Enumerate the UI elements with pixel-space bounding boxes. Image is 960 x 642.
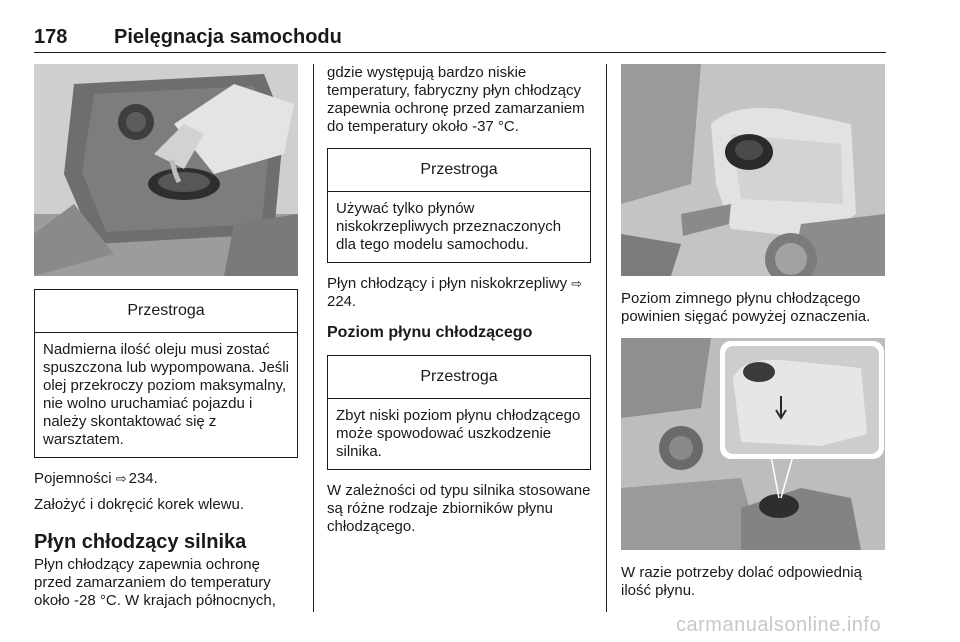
capacity-label: Pojemności <box>34 470 112 487</box>
warning-box-antifreeze <box>327 148 591 263</box>
top-up-text: W razie potrzeby dolać odpowiednią ilość płynu. <box>621 564 862 599</box>
engine-oil-fill-photo <box>34 64 298 276</box>
page-header <box>34 26 886 52</box>
warning-box-low-coolant <box>327 355 591 470</box>
column-divider-1 <box>313 64 314 612</box>
coolant-intro: Płyn chłodzący zapewnia ochronę przed zamarzaniem do temperatury około -28 °C. W krajach północnych, <box>34 556 276 609</box>
capacity-reference <box>34 470 298 488</box>
coolant-level-heading: Poziom płynu chłodzącego <box>327 324 533 341</box>
fluids-ref-label: Płyn chłodzący i płyn niskokrzepliwy <box>327 275 568 292</box>
capacity-page-link[interactable]: 234. <box>128 470 158 487</box>
page-title: Pielęgnacja samochodu <box>114 26 342 48</box>
warning-title: Przestroga <box>328 149 590 192</box>
coolant-reservoir-photo-1 <box>621 64 885 276</box>
column-divider-2 <box>606 64 607 612</box>
fluids-page-link[interactable]: 224. <box>327 293 357 310</box>
warning-body: Używać tylko płynów niskokrzepliwych przeznaczonych dla tego modelu samochodu. <box>336 200 562 253</box>
page-reference-icon: ⇨ <box>115 471 127 486</box>
column-1 <box>34 64 298 610</box>
coolant-reservoir-photo-2 <box>621 338 885 550</box>
warning-title: Przestroga <box>328 356 590 399</box>
page-number: 178 <box>34 26 68 48</box>
close-cap-text: Założyć i dokręcić korek wlewu. <box>34 496 245 513</box>
header-rule <box>34 52 886 53</box>
warning-body: Nadmierna ilość oleju musi zostać spuszczona lub wypompowana. Jeśli olej przekroczy poziom maksymalny, nie wolno uruchamiać pojazdu i należy skontaktować się z warsztatem. <box>43 341 289 448</box>
fluids-reference <box>327 275 591 311</box>
warning-box-oil <box>34 289 298 458</box>
page-reference-icon: ⇨ <box>571 276 583 291</box>
coolant-continued: gdzie występują bardzo niskie temperatury, fabryczny płyn chłodzący zapewnia ochronę przed zamarzaniem do temperatury około -37 °C. <box>327 64 585 135</box>
warning-body: Zbyt niski poziom płynu chłodzącego może spowodować uszkodzenie silnika. <box>336 407 581 460</box>
cold-level-text: Poziom zimnego płynu chłodzącego powinien sięgać powyżej oznaczenia. <box>621 290 871 325</box>
warning-title: Przestroga <box>35 290 297 333</box>
reservoir-types-text: W zależności od typu silnika stosowane są różne rodzaje zbiorników płynu chłodzącego. <box>327 482 591 535</box>
column-3 <box>621 64 885 600</box>
column-2 <box>327 64 591 536</box>
watermark: carmanualsonline.info <box>676 614 882 636</box>
coolant-heading: Płyn chłodzący silnika <box>34 531 247 553</box>
